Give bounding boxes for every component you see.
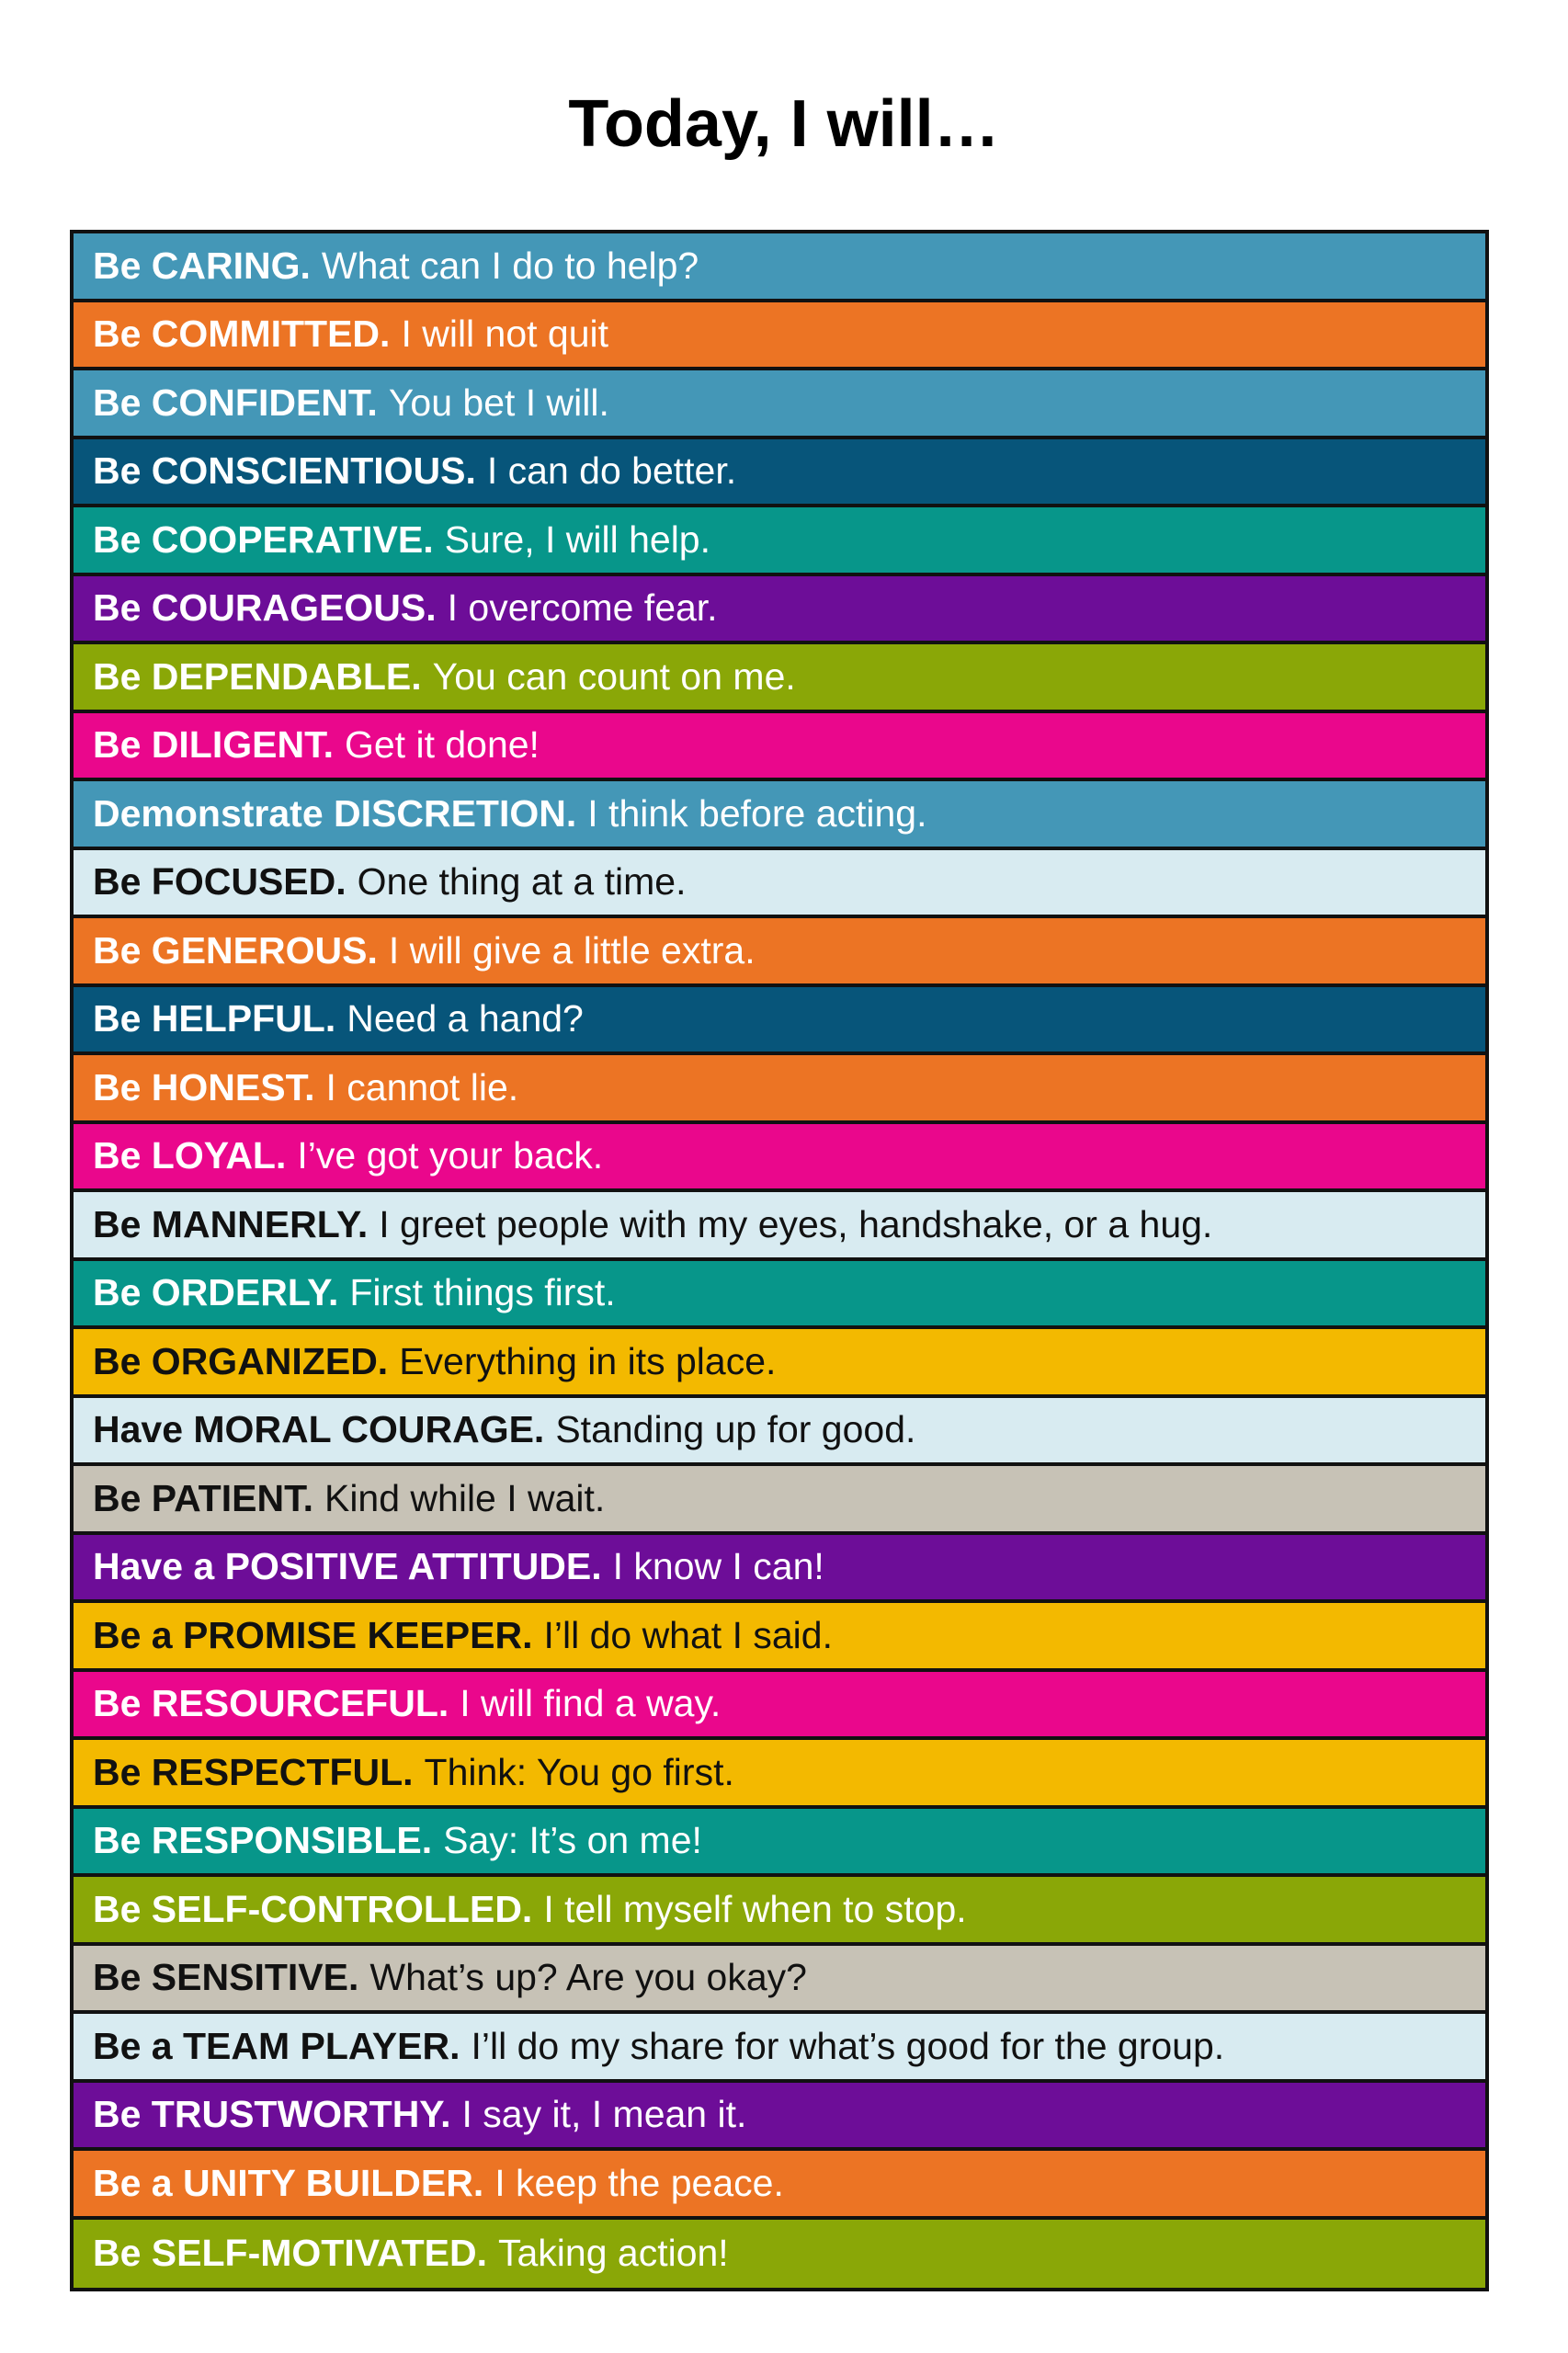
item-lead-text: Be ORDERLY.: [93, 1271, 339, 1314]
item-description-text: Sure, I will help.: [444, 517, 710, 561]
item-description-text: I will not quit: [401, 313, 609, 356]
list-item: [74, 1398, 1485, 1467]
item-lead-text: Be DEPENDABLE.: [93, 654, 422, 698]
list-item: [74, 1535, 1485, 1604]
item-lead-text: Demonstrate DISCRETION.: [93, 791, 577, 835]
item-description-text: I keep the peace.: [494, 2161, 784, 2204]
item-lead-text: Be ORGANIZED.: [93, 1339, 389, 1382]
item-description-text: I can do better.: [486, 449, 737, 493]
list-item: [74, 2083, 1485, 2152]
item-lead-text: Be MANNERLY.: [93, 1202, 369, 1245]
item-lead-text: Be PATIENT.: [93, 1476, 313, 1519]
item-lead-text: Be COOPERATIVE.: [93, 517, 434, 561]
item-lead-text: Be GENEROUS.: [93, 928, 378, 972]
list-item: [74, 1603, 1485, 1672]
item-lead-text: Be a TEAM PLAYER.: [93, 2024, 460, 2067]
list-item: [74, 713, 1485, 782]
list-item: [74, 1466, 1485, 1535]
item-description-text: One thing at a time.: [357, 860, 687, 904]
item-lead-text: Be HONEST.: [93, 1065, 315, 1108]
list-item: [74, 1877, 1485, 1946]
list-item: [74, 1946, 1485, 2015]
list-item: [74, 1055, 1485, 1124]
item-description-text: Get it done!: [344, 723, 540, 767]
item-description-text: I say it, I mean it.: [461, 2093, 747, 2136]
item-lead-text: Be SELF-MOTIVATED.: [93, 2232, 487, 2275]
item-description-text: Everything in its place.: [399, 1339, 777, 1382]
item-lead-text: Be CONFIDENT.: [93, 381, 378, 424]
list-item: [74, 507, 1485, 576]
item-description-text: What can I do to help?: [321, 244, 699, 287]
item-lead-text: Be CONSCIENTIOUS.: [93, 449, 476, 493]
item-description-text: I tell myself when to stop.: [543, 1887, 967, 1930]
list-item: [74, 850, 1485, 919]
item-lead-text: Be TRUSTWORTHY.: [93, 2093, 451, 2136]
list-item: [74, 2151, 1485, 2220]
list-item: [74, 1192, 1485, 1261]
list-item: [74, 1261, 1485, 1330]
item-lead-text: Be SENSITIVE.: [93, 1956, 359, 1999]
item-description-text: Say: It’s on me!: [443, 1819, 702, 1862]
list-item: [74, 644, 1485, 713]
item-lead-text: Be LOYAL.: [93, 1134, 287, 1177]
item-lead-text: Have MORAL COURAGE.: [93, 1408, 545, 1451]
item-lead-text: Be RESPECTFUL.: [93, 1750, 414, 1793]
item-lead-text: Be DILIGENT.: [93, 723, 334, 767]
list-item: [74, 781, 1485, 850]
item-lead-text: Be COURAGEOUS.: [93, 586, 437, 630]
list-item: [74, 1740, 1485, 1809]
list-item: [74, 439, 1485, 508]
list-item: [74, 2014, 1485, 2083]
list-item: [74, 1329, 1485, 1398]
list-item: [74, 302, 1485, 371]
list-item: [74, 233, 1485, 302]
item-description-text: First things first.: [349, 1271, 616, 1314]
item-description-text: Taking action!: [497, 2232, 729, 2275]
item-lead-text: Have a POSITIVE ATTITUDE.: [93, 1545, 602, 1588]
list-item: [74, 1809, 1485, 1878]
list-item: [74, 918, 1485, 987]
page-title: Today, I will…: [568, 87, 1000, 161]
item-lead-text: Be HELPFUL.: [93, 997, 336, 1040]
item-lead-text: Be RESOURCEFUL.: [93, 1682, 449, 1725]
list-item: [74, 1672, 1485, 1741]
item-description-text: I will give a little extra.: [388, 928, 756, 972]
item-description-text: Kind while I wait.: [324, 1476, 606, 1519]
item-lead-text: Be COMMITTED.: [93, 313, 391, 356]
item-description-text: I’ve got your back.: [297, 1134, 604, 1177]
list-item: [74, 576, 1485, 645]
item-description-text: I overcome fear.: [447, 586, 718, 630]
item-description-text: You can count on me.: [432, 654, 796, 698]
list-item: [74, 370, 1485, 439]
item-lead-text: Be FOCUSED.: [93, 860, 347, 904]
item-description-text: What’s up? Are you okay?: [369, 1956, 807, 1999]
item-description-text: Standing up for good.: [555, 1408, 916, 1451]
item-description-text: I’ll do my share for what’s good for the group.: [471, 2024, 1225, 2067]
item-lead-text: Be SELF-CONTROLLED.: [93, 1887, 533, 1930]
list-item: [74, 2220, 1485, 2289]
item-lead-text: Be CARING.: [93, 244, 311, 287]
item-description-text: I think before acting.: [587, 791, 927, 835]
item-description-text: Need a hand?: [347, 997, 584, 1040]
item-description-text: I will find a way.: [460, 1682, 722, 1725]
item-description-text: I’ll do what I said.: [543, 1613, 833, 1656]
item-description-text: I greet people with my eyes, handshake, or a hug.: [379, 1202, 1213, 1245]
item-lead-text: Be RESPONSIBLE.: [93, 1819, 433, 1862]
item-lead-text: Be a UNITY BUILDER.: [93, 2161, 484, 2204]
list-item: [74, 1124, 1485, 1193]
list-item: [74, 987, 1485, 1056]
item-description-text: I know I can!: [612, 1545, 824, 1588]
item-description-text: You bet I will.: [388, 381, 609, 424]
virtue-list: [70, 230, 1489, 2291]
item-description-text: Think: You go first.: [424, 1750, 734, 1793]
item-description-text: I cannot lie.: [325, 1065, 519, 1108]
item-lead-text: Be a PROMISE KEEPER.: [93, 1613, 533, 1656]
